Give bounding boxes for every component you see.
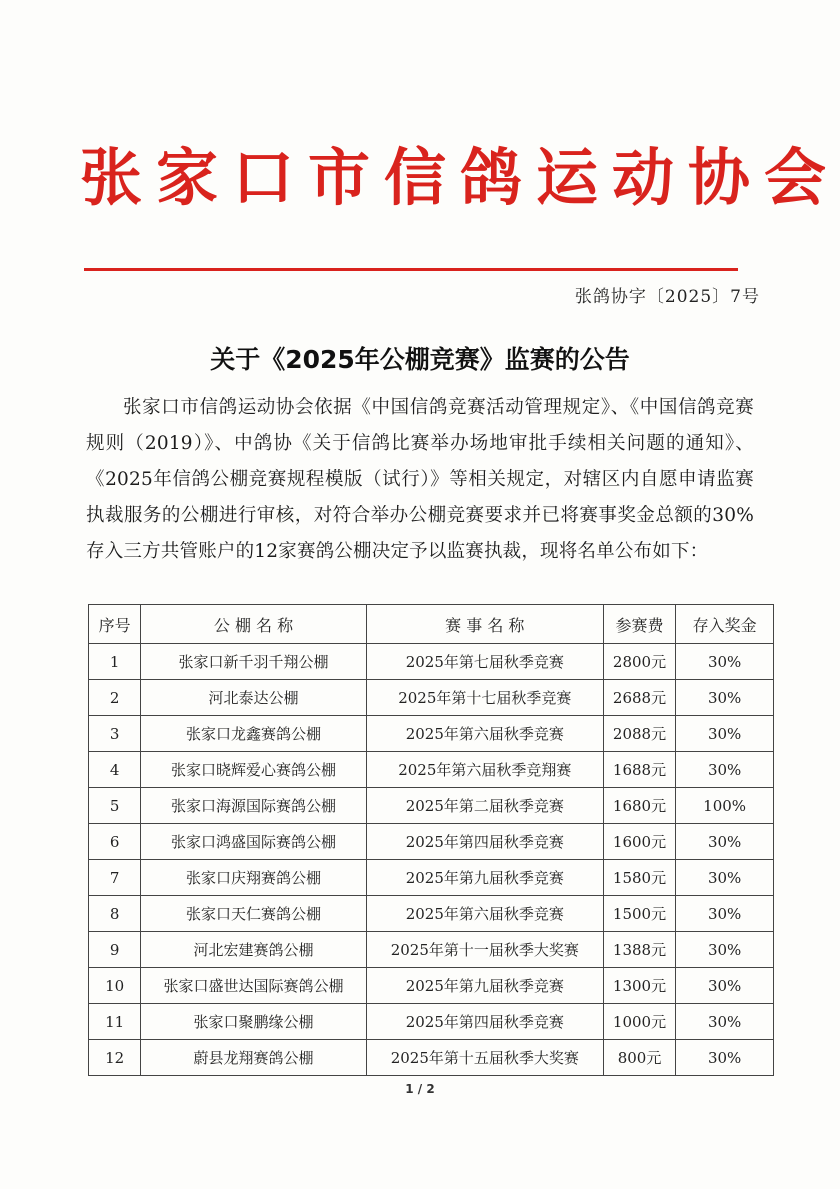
cell-event-name: 2025年第十七届秋季竞赛 bbox=[366, 680, 603, 716]
table-row bbox=[89, 860, 774, 896]
cell-event-name: 2025年第六届秋季竞翔赛 bbox=[366, 752, 603, 788]
cell-entry-fee: 1000元 bbox=[603, 1004, 675, 1040]
cell-entry-fee: 1680元 bbox=[603, 788, 675, 824]
cell-prize-deposit: 30% bbox=[676, 896, 774, 932]
cell-loft-name: 张家口鸿盛国际赛鸽公棚 bbox=[141, 824, 367, 860]
cell-number: 2 bbox=[89, 680, 141, 716]
document-title: 关于《2025年公棚竞赛》监赛的公告 bbox=[210, 345, 630, 374]
cell-prize-deposit: 30% bbox=[676, 932, 774, 968]
cell-loft-name: 河北宏建赛鸽公棚 bbox=[141, 932, 367, 968]
cell-event-name: 2025年第七届秋季竞赛 bbox=[366, 644, 603, 680]
table-row bbox=[89, 788, 774, 824]
header-cell-entry-fee: 参赛费 bbox=[603, 605, 675, 644]
cell-number: 1 bbox=[89, 644, 141, 680]
page-number: 1 / 2 bbox=[405, 1082, 435, 1096]
cell-entry-fee: 1580元 bbox=[603, 860, 675, 896]
cell-loft-name: 张家口晓辉爱心赛鸽公棚 bbox=[141, 752, 367, 788]
cell-prize-deposit: 30% bbox=[676, 824, 774, 860]
cell-number: 12 bbox=[89, 1040, 141, 1076]
cell-prize-deposit: 30% bbox=[676, 1004, 774, 1040]
table-row bbox=[89, 644, 774, 680]
table-row bbox=[89, 968, 774, 1004]
cell-event-name: 2025年第六届秋季竞赛 bbox=[366, 716, 603, 752]
cell-loft-name: 张家口天仁赛鸽公棚 bbox=[141, 896, 367, 932]
document-number: 张鸽协字〔2025〕7号 bbox=[574, 287, 760, 307]
cell-prize-deposit: 30% bbox=[676, 644, 774, 680]
cell-event-name: 2025年第九届秋季竞赛 bbox=[366, 860, 603, 896]
cell-number: 8 bbox=[89, 896, 141, 932]
table-row bbox=[89, 1004, 774, 1040]
table-body bbox=[89, 644, 774, 1076]
cell-number: 4 bbox=[89, 752, 141, 788]
cell-event-name: 2025年第十五届秋季大奖赛 bbox=[366, 1040, 603, 1076]
red-divider-line bbox=[84, 268, 738, 271]
cell-entry-fee: 800元 bbox=[603, 1040, 675, 1076]
cell-event-name: 2025年第六届秋季竞赛 bbox=[366, 896, 603, 932]
table-row bbox=[89, 1040, 774, 1076]
cell-entry-fee: 2800元 bbox=[603, 644, 675, 680]
body-paragraph: 张家口市信鸽运动协会依据《中国信鸽竞赛活动管理规定》、《中国信鸽竞赛规则（2019）》、中鸽协《关于信鸽比赛举办场地审批手续相关问题的通知》、《2025年信鸽公棚竞赛规程模版（试行）》等相关规定，对辖区内自愿申请监赛执裁服务的公棚进行审核，对符合举办公棚竞赛要求并已将赛事奖金总额的30%存入三方共管账户的12家赛鸽公棚决定予以监赛执裁，现将名单公布如下： bbox=[86, 397, 754, 562]
cell-entry-fee: 1688元 bbox=[603, 752, 675, 788]
table-row bbox=[89, 824, 774, 860]
cell-loft-name: 蔚县龙翔赛鸽公棚 bbox=[141, 1040, 367, 1076]
cell-entry-fee: 1388元 bbox=[603, 932, 675, 968]
cell-number: 5 bbox=[89, 788, 141, 824]
table-row bbox=[89, 896, 774, 932]
cell-event-name: 2025年第十一届秋季大奖赛 bbox=[366, 932, 603, 968]
table-header-row bbox=[89, 605, 774, 644]
cell-prize-deposit: 30% bbox=[676, 752, 774, 788]
header-cell-prize-deposit: 存入奖金 bbox=[676, 605, 774, 644]
header-cell-number: 序号 bbox=[89, 605, 141, 644]
cell-prize-deposit: 30% bbox=[676, 1040, 774, 1076]
table-row bbox=[89, 752, 774, 788]
table-row bbox=[89, 932, 774, 968]
organization-header: 张家口市信鸽运动协会 bbox=[80, 141, 840, 214]
supervised-lofts-table bbox=[88, 604, 774, 1076]
header-cell-event-name: 赛 事 名 称 bbox=[366, 605, 603, 644]
cell-number: 6 bbox=[89, 824, 141, 860]
cell-prize-deposit: 30% bbox=[676, 716, 774, 752]
cell-loft-name: 张家口庆翔赛鸽公棚 bbox=[141, 860, 367, 896]
cell-loft-name: 张家口龙鑫赛鸽公棚 bbox=[141, 716, 367, 752]
cell-prize-deposit: 30% bbox=[676, 680, 774, 716]
cell-event-name: 2025年第九届秋季竞赛 bbox=[366, 968, 603, 1004]
cell-number: 7 bbox=[89, 860, 141, 896]
cell-entry-fee: 2688元 bbox=[603, 680, 675, 716]
table-row bbox=[89, 716, 774, 752]
cell-entry-fee: 1300元 bbox=[603, 968, 675, 1004]
cell-event-name: 2025年第四届秋季竞赛 bbox=[366, 824, 603, 860]
cell-entry-fee: 1600元 bbox=[603, 824, 675, 860]
cell-event-name: 2025年第四届秋季竞赛 bbox=[366, 1004, 603, 1040]
cell-prize-deposit: 100% bbox=[676, 788, 774, 824]
cell-entry-fee: 2088元 bbox=[603, 716, 675, 752]
cell-loft-name: 张家口新千羽千翔公棚 bbox=[141, 644, 367, 680]
cell-number: 3 bbox=[89, 716, 141, 752]
cell-loft-name: 张家口海源国际赛鸽公棚 bbox=[141, 788, 367, 824]
cell-loft-name: 河北泰达公棚 bbox=[141, 680, 367, 716]
cell-entry-fee: 1500元 bbox=[603, 896, 675, 932]
cell-event-name: 2025年第二届秋季竞赛 bbox=[366, 788, 603, 824]
header-cell-loft-name: 公 棚 名 称 bbox=[141, 605, 367, 644]
cell-prize-deposit: 30% bbox=[676, 968, 774, 1004]
cell-number: 10 bbox=[89, 968, 141, 1004]
cell-prize-deposit: 30% bbox=[676, 860, 774, 896]
cell-number: 9 bbox=[89, 932, 141, 968]
cell-loft-name: 张家口盛世达国际赛鸽公棚 bbox=[141, 968, 367, 1004]
cell-loft-name: 张家口聚鹏缘公棚 bbox=[141, 1004, 367, 1040]
cell-number: 11 bbox=[89, 1004, 141, 1040]
table-row bbox=[89, 680, 774, 716]
